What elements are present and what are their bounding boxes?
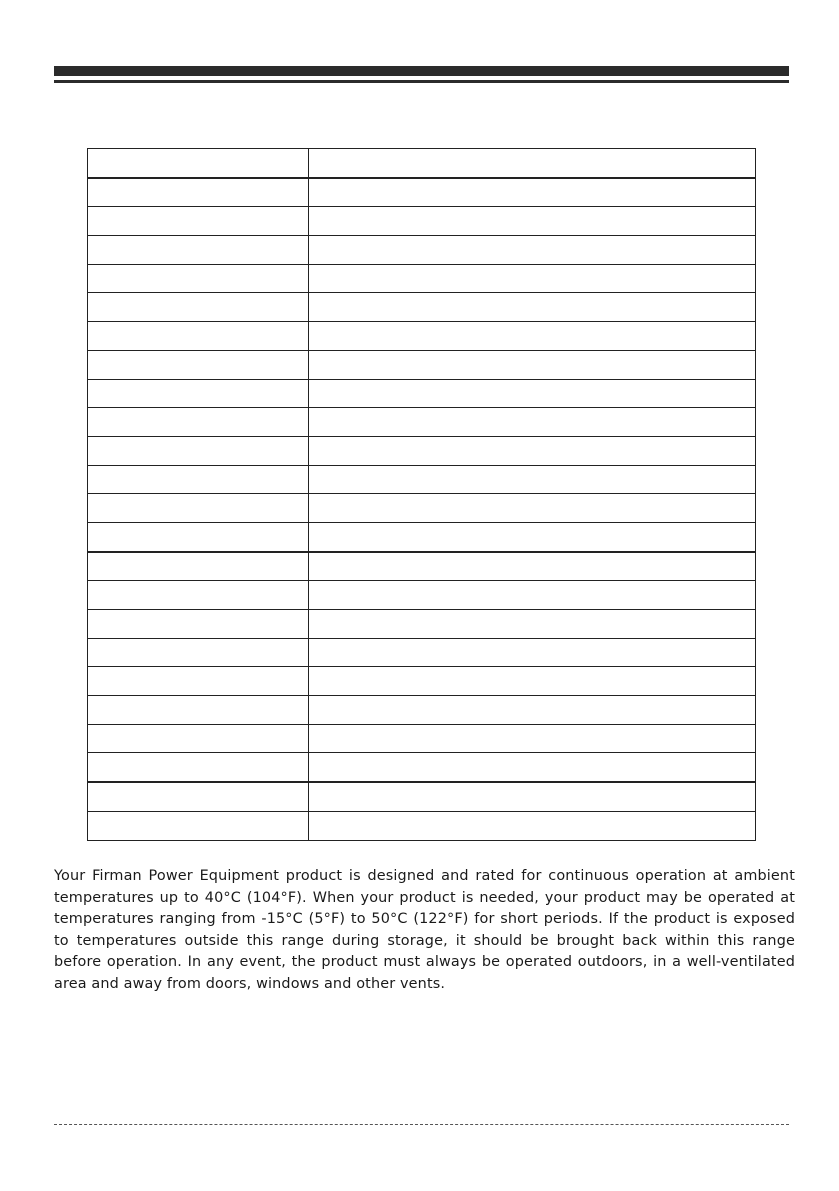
table-row [88, 724, 756, 753]
spec-value-cell [309, 494, 756, 523]
spec-label-cell [88, 178, 309, 207]
spec-value-cell [309, 782, 756, 811]
spec-label-cell [88, 350, 309, 379]
spec-label-cell [88, 149, 309, 178]
spec-value-cell [309, 149, 756, 178]
spec-value-cell [309, 581, 756, 610]
spec-value-cell [309, 667, 756, 696]
table-row [88, 465, 756, 494]
spec-value-cell [309, 465, 756, 494]
spec-label-cell [88, 811, 309, 840]
footer-dashed-rule [54, 1124, 789, 1125]
spec-value-cell [309, 178, 756, 207]
spec-label-cell [88, 465, 309, 494]
table-row [88, 667, 756, 696]
spec-value-cell [309, 638, 756, 667]
table-row [88, 494, 756, 523]
spec-value-cell [309, 408, 756, 437]
spec-label-cell [88, 207, 309, 236]
spec-value-cell [309, 436, 756, 465]
header-bar [54, 66, 789, 76]
spec-value-cell [309, 379, 756, 408]
table-row [88, 610, 756, 639]
spec-value-cell [309, 552, 756, 581]
spec-value-cell [309, 322, 756, 351]
table-row [88, 696, 756, 725]
spec-value-cell [309, 696, 756, 725]
spec-label-cell [88, 552, 309, 581]
spec-label-cell [88, 264, 309, 293]
table-row [88, 811, 756, 840]
spec-label-cell [88, 236, 309, 265]
table-row [88, 350, 756, 379]
table-row [88, 436, 756, 465]
spec-value-cell [309, 522, 756, 551]
spec-label-cell [88, 696, 309, 725]
spec-value-cell [309, 350, 756, 379]
table-row [88, 552, 756, 581]
table-row [88, 322, 756, 351]
spec-label-cell [88, 638, 309, 667]
spec-value-cell [309, 811, 756, 840]
spec-value-cell [309, 753, 756, 782]
spec-label-cell [88, 494, 309, 523]
spec-value-cell [309, 293, 756, 322]
operating-temperature-paragraph: Your Firman Power Equipment product is designed and rated for continuous operation at ambient temperatures up to 40°C (104°F). When your product is needed, your product may be operated at temperatures ranging from -15°C (5°F) to 50°C (122°F) for short periods. If the product is exposed to temperatures outside this range during storage, it should be brought back within this range before operation. In any event, the product must always be operated outdoors, in a well-ventilated area and away from doors, windows and other vents. [54, 868, 795, 992]
spec-value-cell [309, 207, 756, 236]
table-row [88, 178, 756, 207]
table-row [88, 293, 756, 322]
spec-label-cell [88, 610, 309, 639]
header-rule [54, 80, 789, 83]
spec-label-cell [88, 667, 309, 696]
table-row [88, 638, 756, 667]
spec-label-cell [88, 782, 309, 811]
spec-value-cell [309, 610, 756, 639]
spec-label-cell [88, 293, 309, 322]
spec-table [87, 148, 756, 841]
spec-label-cell [88, 522, 309, 551]
table-row [88, 379, 756, 408]
table-row [88, 149, 756, 178]
table-row [88, 581, 756, 610]
spec-value-cell [309, 236, 756, 265]
spec-label-cell [88, 753, 309, 782]
spec-label-cell [88, 724, 309, 753]
spec-value-cell [309, 724, 756, 753]
table-row [88, 207, 756, 236]
spec-label-cell [88, 379, 309, 408]
table-row [88, 753, 756, 782]
table-row [88, 782, 756, 811]
spec-label-cell [88, 408, 309, 437]
table-row [88, 236, 756, 265]
table-row [88, 264, 756, 293]
table-row [88, 408, 756, 437]
spec-value-cell [309, 264, 756, 293]
spec-label-cell [88, 581, 309, 610]
spec-label-cell [88, 436, 309, 465]
table-row [88, 522, 756, 551]
spec-label-cell [88, 322, 309, 351]
